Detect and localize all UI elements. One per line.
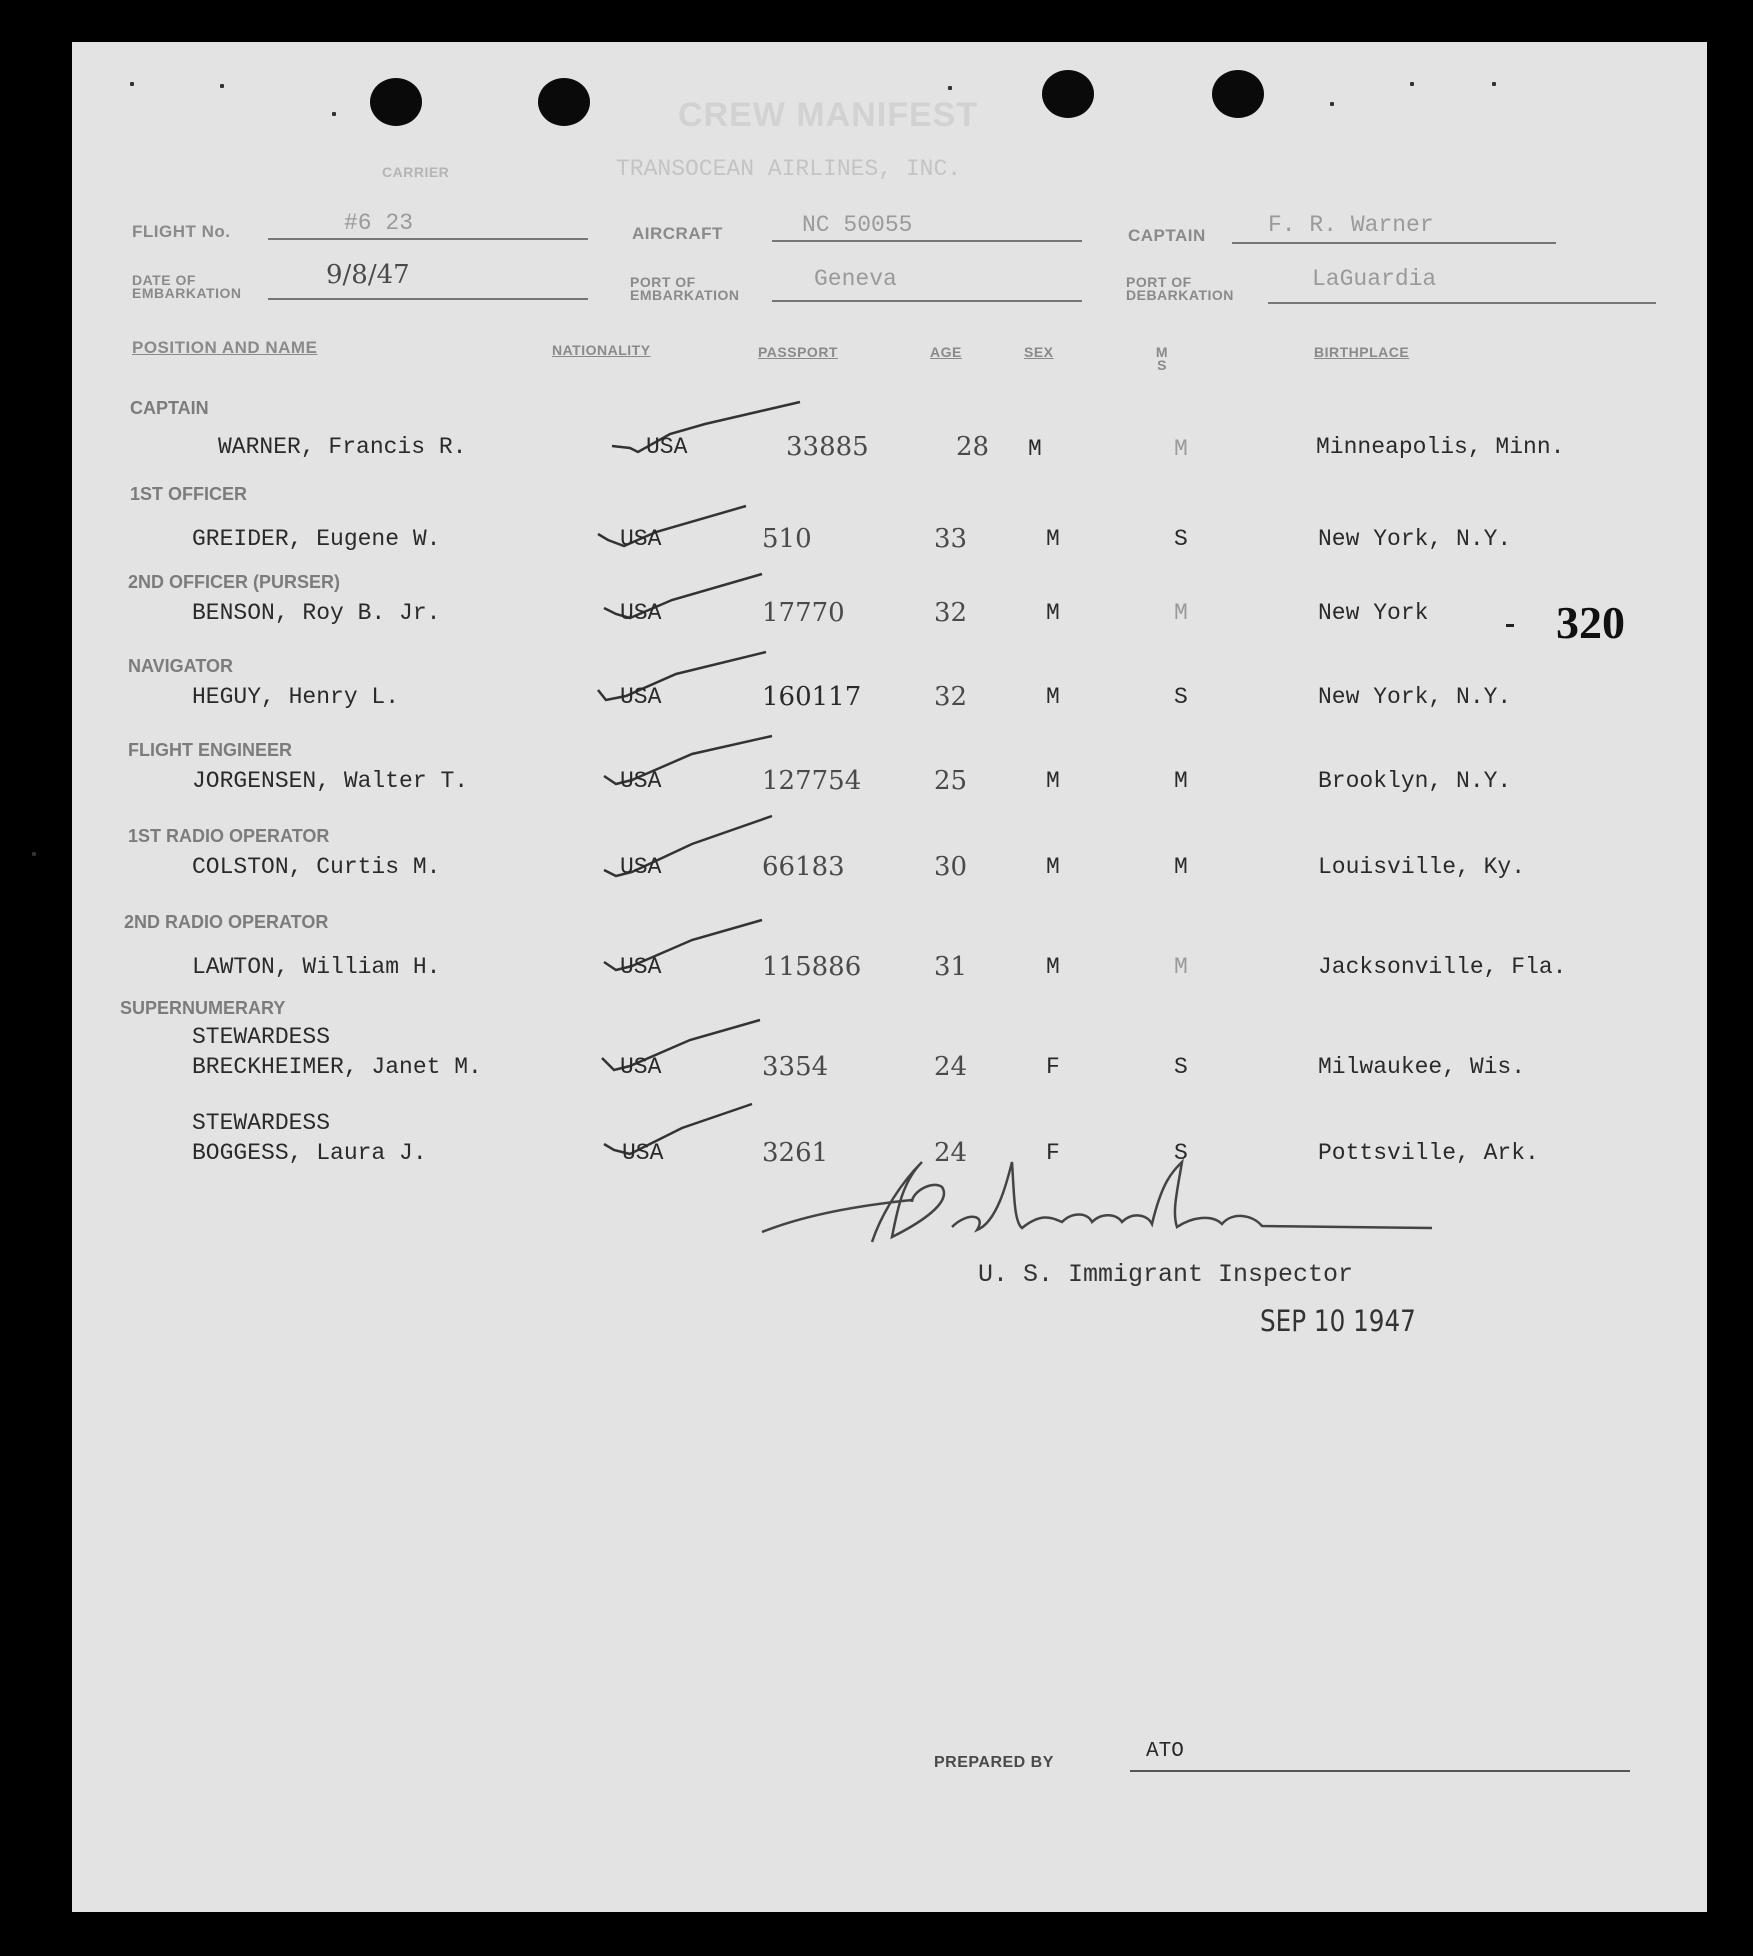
crew-sex: M	[1046, 768, 1060, 794]
crew-passport: 127754	[762, 766, 862, 796]
speck	[1330, 102, 1334, 106]
crew-sex: M	[1046, 954, 1060, 980]
crew-passport: 17770	[762, 598, 845, 628]
aircraft-label: AIRCRAFT	[632, 224, 723, 243]
crew-birthplace: Jacksonville, Fla.	[1318, 954, 1567, 980]
crew-sex: F	[1046, 1054, 1060, 1080]
crew-age: 31	[934, 952, 968, 982]
carrier-name: TRANSOCEAN AIRLINES, INC.	[616, 156, 962, 182]
crew-marital: S	[1174, 526, 1188, 552]
role-label: FLIGHT ENGINEER	[128, 740, 293, 760]
crew-nationality: USA	[620, 600, 662, 626]
crew-marital: M	[1174, 436, 1188, 462]
crew-age: 25	[934, 766, 968, 796]
crew-sex: M	[1046, 526, 1060, 552]
speck	[332, 112, 336, 116]
crew-marital: M	[1174, 954, 1188, 980]
port-debarkation-value: LaGuardia	[1312, 266, 1437, 292]
crew-nationality: USA	[622, 1140, 664, 1166]
role-label: SUPERNUMERARY	[120, 998, 286, 1018]
punch-hole	[1212, 70, 1264, 118]
crew-birthplace: New York, N.Y.	[1318, 526, 1512, 552]
crew-birthplace: Minneapolis, Minn.	[1316, 434, 1565, 460]
speck	[32, 852, 36, 856]
prepared-by-underline	[1130, 1770, 1630, 1772]
crew-nationality: USA	[620, 854, 662, 880]
punch-hole	[370, 78, 422, 126]
date-underline	[268, 298, 588, 300]
crew-birthplace: Pottsville, Ark.	[1318, 1140, 1539, 1166]
crew-marital: M	[1174, 600, 1188, 626]
crew-nationality: USA	[620, 684, 662, 710]
captain-value: F. R. Warner	[1268, 212, 1434, 238]
crew-marital: S	[1174, 1054, 1188, 1080]
crew-nationality: USA	[620, 1054, 662, 1080]
speck	[130, 82, 134, 86]
crew-passport: 3354	[762, 1052, 829, 1082]
speck	[1410, 82, 1414, 86]
role-label: NAVIGATOR	[128, 656, 234, 676]
flight-underline	[268, 238, 588, 240]
role-label: CAPTAIN	[130, 398, 209, 418]
col-position: POSITION AND NAME	[132, 338, 318, 357]
crew-name: WARNER, Francis R.	[218, 434, 467, 460]
crew-marital: M	[1174, 768, 1188, 794]
punch-hole	[538, 78, 590, 126]
port-debarkation-underline	[1268, 302, 1656, 304]
col-age: AGE	[930, 344, 962, 360]
col-marital: M S	[1155, 344, 1169, 373]
crew-name: COLSTON, Curtis M.	[192, 854, 441, 880]
captain-underline	[1232, 242, 1556, 244]
crew-subrole: STEWARDESS	[192, 1110, 331, 1136]
prepared-by-label: PREPARED BY	[934, 1754, 1054, 1771]
crew-age: 32	[934, 598, 968, 628]
flight-value: #6 23	[344, 210, 414, 236]
flight-label: FLIGHT No.	[132, 222, 231, 241]
crew-age: 33	[934, 524, 968, 554]
aircraft-underline	[772, 240, 1082, 242]
crew-name: HEGUY, Henry L.	[192, 684, 400, 710]
inspector-signature	[752, 1142, 1452, 1252]
crew-subrole: STEWARDESS	[192, 1024, 331, 1050]
crew-name: BRECKHEIMER, Janet M.	[192, 1054, 482, 1080]
role-label: 1ST RADIO OPERATOR	[128, 826, 330, 846]
crew-sex: M	[1028, 436, 1042, 462]
speck	[220, 84, 224, 88]
crew-birthplace: Brooklyn, N.Y.	[1318, 768, 1512, 794]
crew-sex: M	[1046, 600, 1060, 626]
crew-marital: S	[1174, 684, 1188, 710]
crew-name: JORGENSEN, Walter T.	[192, 768, 469, 794]
crew-nationality: USA	[620, 526, 662, 552]
crew-name: BENSON, Roy B. Jr.	[192, 600, 441, 626]
crew-sex: F	[1046, 1140, 1060, 1166]
crew-age: 30	[934, 852, 968, 882]
col-sex: SEX	[1024, 344, 1054, 360]
page-number: 320	[1556, 597, 1625, 648]
crew-sex: M	[1046, 684, 1060, 710]
col-passport: PASSPORT	[758, 344, 838, 360]
port-embarkation-label: PORT OF EMBARKATION	[630, 274, 740, 303]
crew-birthplace: New York	[1318, 600, 1429, 626]
crew-marital: M	[1174, 854, 1188, 880]
crew-name: LAWTON, William H.	[192, 954, 441, 980]
crew-age: 28	[956, 432, 990, 462]
crew-age: 24	[934, 1052, 968, 1082]
carrier-label: CARRIER	[382, 164, 450, 180]
aircraft-value: NC 50055	[802, 212, 913, 238]
col-nationality: NATIONALITY	[552, 342, 651, 358]
role-label: 2ND RADIO OPERATOR	[124, 912, 329, 932]
port-embarkation-value: Geneva	[814, 266, 897, 292]
speck	[1492, 82, 1496, 86]
col-birthplace: BIRTHPLACE	[1314, 344, 1410, 360]
crew-birthplace: Louisville, Ky.	[1318, 854, 1526, 880]
punch-hole	[1042, 70, 1094, 118]
crew-name: BOGGESS, Laura J.	[192, 1140, 427, 1166]
crew-passport: 33885	[786, 432, 869, 462]
port-debarkation-label: PORT OF DEBARKATION	[1126, 274, 1234, 303]
date-value: 9/8/47	[326, 260, 410, 290]
speck	[948, 86, 952, 90]
prepared-by-value: ATO	[1146, 1740, 1184, 1763]
role-label: 1ST OFFICER	[130, 484, 248, 504]
crew-nationality: USA	[646, 434, 688, 460]
date-label: DATE OF EMBARKATION	[132, 272, 242, 301]
crew-nationality: USA	[620, 768, 662, 794]
crew-sex: M	[1046, 854, 1060, 880]
crew-age: 24	[934, 1138, 968, 1168]
crew-passport: 3261	[762, 1138, 829, 1168]
crew-passport: 115886	[762, 952, 862, 982]
port-embarkation-underline	[772, 300, 1082, 302]
crew-passport: 160117	[762, 682, 862, 712]
crew-birthplace: Milwaukee, Wis.	[1318, 1054, 1526, 1080]
role-label: 2ND OFFICER (PURSER)	[128, 572, 341, 592]
page-number-dash	[1506, 624, 1514, 627]
captain-label: CAPTAIN	[1128, 226, 1206, 245]
document-title: CREW MANIFEST	[678, 96, 979, 134]
inspector-title: U. S. Immigrant Inspector	[978, 1260, 1354, 1289]
crew-marital: S	[1174, 1140, 1188, 1166]
crew-nationality: USA	[620, 954, 662, 980]
manifest-sheet	[72, 42, 1707, 1912]
crew-name: GREIDER, Eugene W.	[192, 526, 441, 552]
crew-passport: 510	[762, 524, 812, 554]
crew-birthplace: New York, N.Y.	[1318, 684, 1512, 710]
date-stamp: SEP 10 1947	[1260, 1304, 1416, 1338]
crew-passport: 66183	[762, 852, 845, 882]
crew-age: 32	[934, 682, 968, 712]
